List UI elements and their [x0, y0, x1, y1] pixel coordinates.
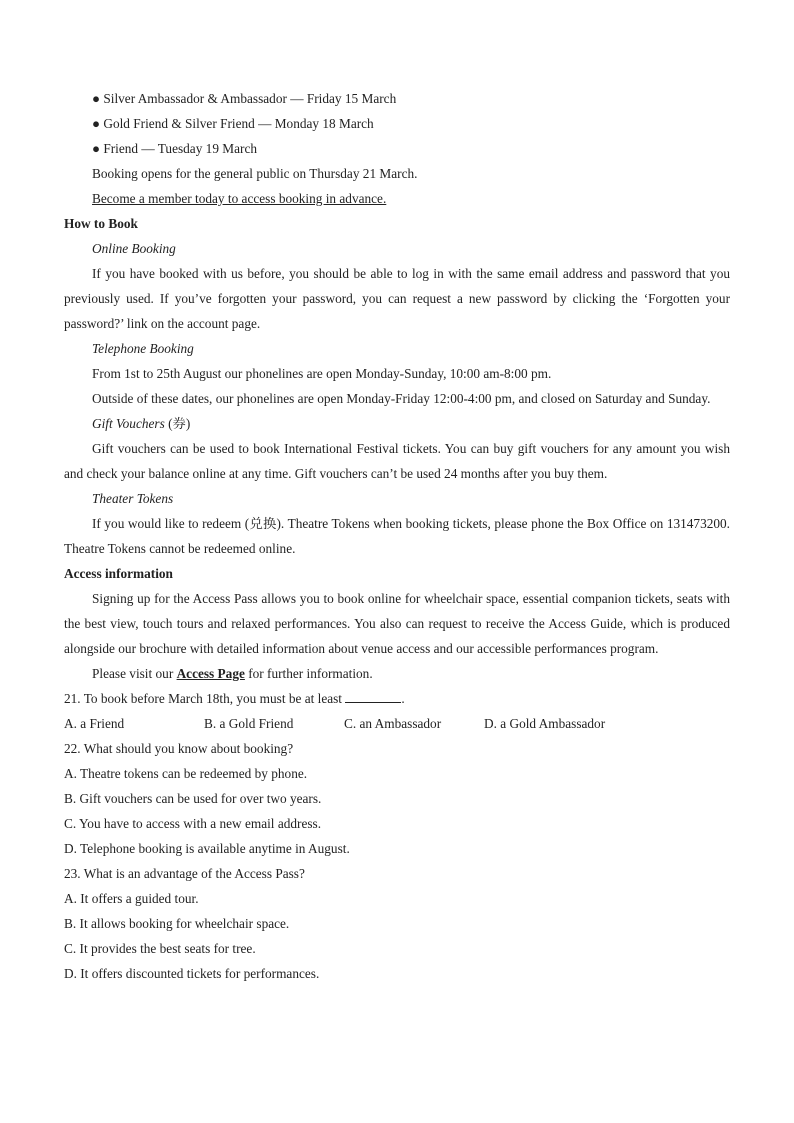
telephone-booking-text-2: Outside of these dates, our phonelines are open Monday-Friday 12:00-4:00 pm, and closed on Saturday and Sunday.	[92, 391, 711, 406]
question-23-option-a: A. It offers a guided tour.	[64, 891, 199, 906]
question-23-option-b: B. It allows booking for wheelchair space.	[64, 916, 290, 931]
how-to-book-heading: How to Book	[64, 216, 138, 231]
question-21-stem-after: .	[401, 691, 405, 706]
access-visit-after: for further information.	[244, 666, 373, 681]
access-visit-line	[64, 661, 730, 686]
theater-tokens-text: If you would like to redeem (兑换). Theatre Tokens when booking tickets, please phone the Box Office on 131473200. Theatre Tokens cannot be redeemed online.	[64, 516, 730, 556]
question-21-stem-before: 21. To book before March 18th, you must be at least	[64, 691, 346, 706]
member-link[interactable]: Become a member today to access booking in advance.	[92, 191, 387, 206]
gift-vouchers-text: Gift vouchers can be used to book International Festival tickets. You can buy gift vouchers for any amount you wish and check your balance online at any time. Gift vouchers can’t be used 24 months after you buy them.	[64, 441, 730, 481]
question-21-option-c: C. an Ambassador	[344, 716, 442, 731]
question-21-option-a: A. a Friend	[64, 716, 125, 731]
access-page-link[interactable]: Access Page	[176, 666, 245, 681]
question-23-option-d: D. It offers discounted tickets for performances.	[64, 966, 320, 981]
question-23-stem: 23. What is an advantage of the Access Pass?	[64, 866, 305, 881]
question-21-stem	[64, 686, 730, 711]
gift-vouchers-title: Gift Vouchers	[92, 416, 165, 431]
theater-tokens-title: Theater Tokens	[92, 491, 174, 506]
question-22-stem: 22. What should you know about booking?	[64, 741, 294, 756]
answer-blank	[345, 689, 401, 703]
schedule-bullet: ● Silver Ambassador & Ambassador — Friday 15 March	[92, 91, 397, 106]
schedule-bullet: ● Gold Friend & Silver Friend — Monday 18 March	[92, 116, 374, 131]
question-23-option-c: C. It provides the best seats for tree.	[64, 941, 256, 956]
question-21-option-b: B. a Gold Friend	[204, 716, 294, 731]
gift-vouchers-note: (券)	[164, 416, 191, 431]
gift-vouchers-title-line	[64, 411, 730, 436]
online-booking-title: Online Booking	[92, 241, 176, 256]
schedule-bullet: ● Friend — Tuesday 19 March	[92, 141, 258, 156]
telephone-booking-title: Telephone Booking	[92, 341, 194, 356]
question-21-options	[64, 711, 730, 736]
question-22-option-d: D. Telephone booking is available anytime in August.	[64, 841, 350, 856]
question-22-option-c: C. You have to access with a new email address.	[64, 816, 322, 831]
document-page	[64, 86, 730, 986]
member-link-line	[64, 186, 730, 211]
access-information-text: Signing up for the Access Pass allows you to book online for wheelchair space, essential companion tickets, seats with the best view, touch tours and relaxed performances. You also can request to receive the Access Guide, which is produced alongside our brochure with detailed information about venue access and our accessible performances program.	[64, 591, 730, 656]
access-visit-before: Please visit our	[92, 666, 177, 681]
online-booking-text: If you have booked with us before, you should be able to log in with the same email address and password that you previously used. If you’ve forgotten your password, you can request a new password by clicking the ‘Forgotten your password?’ link on the account page.	[64, 266, 730, 331]
telephone-booking-text-1: From 1st to 25th August our phonelines are open Monday-Sunday, 10:00 am-8:00 pm.	[92, 366, 552, 381]
question-22-option-b: B. Gift vouchers can be used for over two years.	[64, 791, 322, 806]
access-information-heading: Access information	[64, 566, 173, 581]
question-22-option-a: A. Theatre tokens can be redeemed by phone.	[64, 766, 308, 781]
question-21-option-d: D. a Gold Ambassador	[484, 716, 606, 731]
general-public-note: Booking opens for the general public on Thursday 21 March.	[92, 166, 418, 181]
